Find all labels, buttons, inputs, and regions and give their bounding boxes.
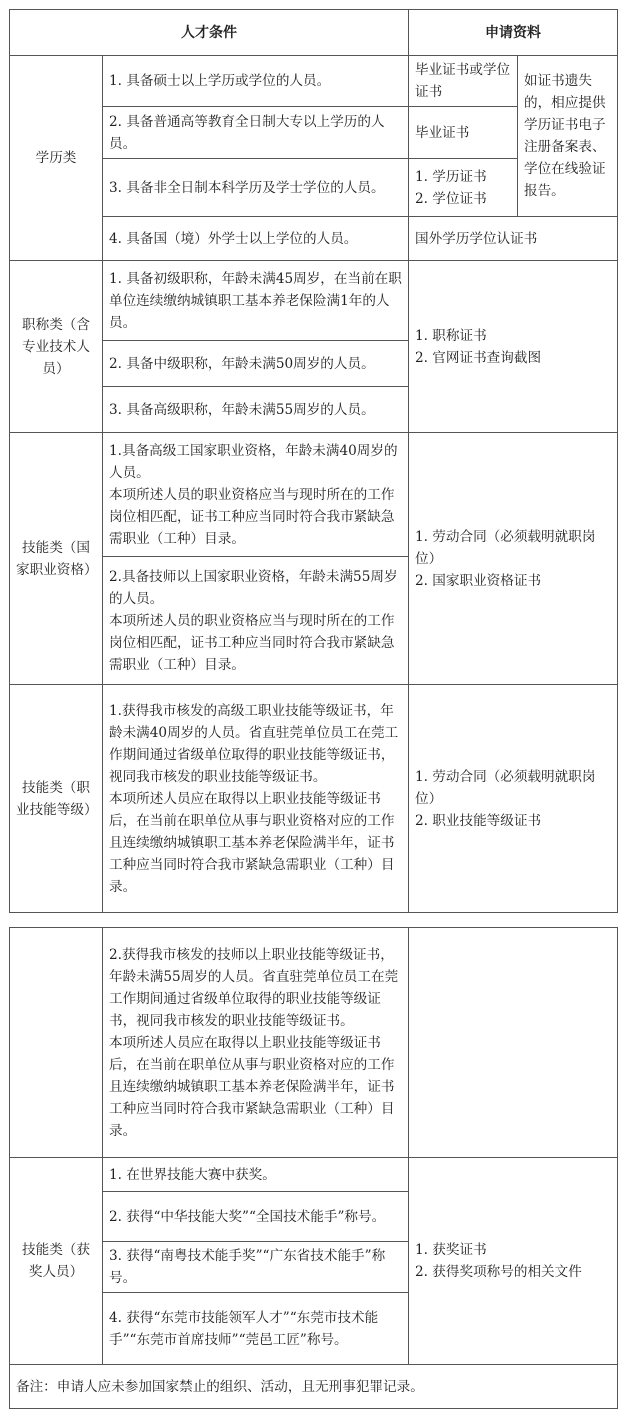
title-condition-1: 1. 具备初级职称，年龄未满45周岁，在当前在职单位连续缴纳城镇职工基本养老保险满1年的人员。 [103,261,409,341]
category-skill-level: 技能类（职业技能等级） [10,685,103,913]
title-condition-3: 3. 具备高级职称，年龄未满55周岁的人员。 [103,387,409,433]
education-condition-1: 1. 具备硕士以上学历或学位的人员。 [103,56,409,107]
skill-level-condition-1: 1.获得我市核发的高级工职业技能等级证书，年龄未满40周岁的人员。省直驻莞单位员工在莞工作期间通过省级单位取得的职业技能等级证书，视同我市核发的职业技能等级证书。 本项所述人员应在取得以上职业技能等级证书后，在当前在职单位从事与职业资格对应的工作且连续缴纳城镇职工基本养老保险满半年，证书工种应当同时符合我市紧缺急需职业（工种）目录。 [103,685,409,913]
award-materials: 1. 获奖证书 2. 获得奖项称号的相关文件 [409,1158,618,1365]
award-condition-1: 1. 在世界技能大赛中获奖。 [103,1158,409,1192]
education-condition-2: 2. 具备普通高等教育全日制大专以上学历的人员。 [103,107,409,159]
header-materials: 申请资料 [409,10,618,56]
header-conditions: 人才条件 [10,10,409,56]
education-condition-4: 4. 具备国（境）外学士以上学位的人员。 [103,217,409,261]
category-skill-qualification: 技能类（国家职业资格） [10,433,103,685]
education-side-note: 如证书遗失的，相应提供学历证书电子注册备案表、学位在线验证报告。 [518,56,618,217]
skill-qualification-materials: 1. 劳动合同（必须载明就职岗位） 2. 国家职业资格证书 [409,433,618,685]
skill-level-condition-2: 2.获得我市核发的技师以上职业技能等级证书，年龄未满55周岁的人员。省直驻莞单位员工在莞工作期间通过省级单位取得的职业技能等级证书，视同我市核发的职业技能等级证书。 本项所述人员应在取得以上职业技能等级证书后，在当前在职单位从事与职业资格对应的工作且连续缴纳城镇职工基本养老保险满半年，证书工种应当同时符合我市紧缺急需职业（工种）目录。 [103,928,409,1158]
title-materials: 1. 职称证书 2. 官网证书查询截图 [409,261,618,433]
education-condition-3: 3. 具备非全日制本科学历及学士学位的人员。 [103,159,409,217]
skill-level-materials-continued [409,928,618,1158]
education-materials-4: 国外学历学位认证书 [409,217,618,261]
category-award: 技能类（获奖人员） [10,1158,103,1365]
category-title: 职称类（含专业技术人员） [10,261,103,433]
skill-qualification-condition-2: 2.具备技师以上国家职业资格，年龄未满55周岁的人员。 本项所述人员的职业资格应当与现时所在的工作岗位相匹配，证书工种应当同时符合我市紧缺急需职业（工种）目录。 [103,557,409,685]
skill-level-category-continued [10,928,103,1158]
education-materials-2: 毕业证书 [409,107,518,159]
award-condition-3: 3. 获得“南粤技术能手奖”“广东省技术能手”称号。 [103,1242,409,1293]
talent-table-part-2 [9,927,618,1409]
title-condition-2: 2. 具备中级职称，年龄未满50周岁的人员。 [103,341,409,387]
education-materials-1: 毕业证书或学位证书 [409,56,518,107]
award-condition-2: 2. 获得“中华技能大奖”“全国技术能手”称号。 [103,1192,409,1242]
skill-qualification-condition-1: 1.具备高级工国家职业资格，年龄未满40周岁的人员。 本项所述人员的职业资格应当与现时所在的工作岗位相匹配，证书工种应当同时符合我市紧缺急需职业（工种）目录。 [103,433,409,557]
award-condition-4: 4. 获得“东莞市技能领军人才”“东莞市技术能手”“东莞市首席技师”“莞邑工匠”称号。 [103,1293,409,1365]
footnote: 备注：申请人应未参加国家禁止的组织、活动，且无刑事犯罪记录。 [10,1365,618,1409]
skill-level-materials: 1. 劳动合同（必须载明就职岗位） 2. 职业技能等级证书 [409,685,618,913]
talent-table-part-1 [9,9,618,913]
category-education: 学历类 [10,56,103,261]
education-materials-3: 1. 学历证书 2. 学位证书 [409,159,518,217]
